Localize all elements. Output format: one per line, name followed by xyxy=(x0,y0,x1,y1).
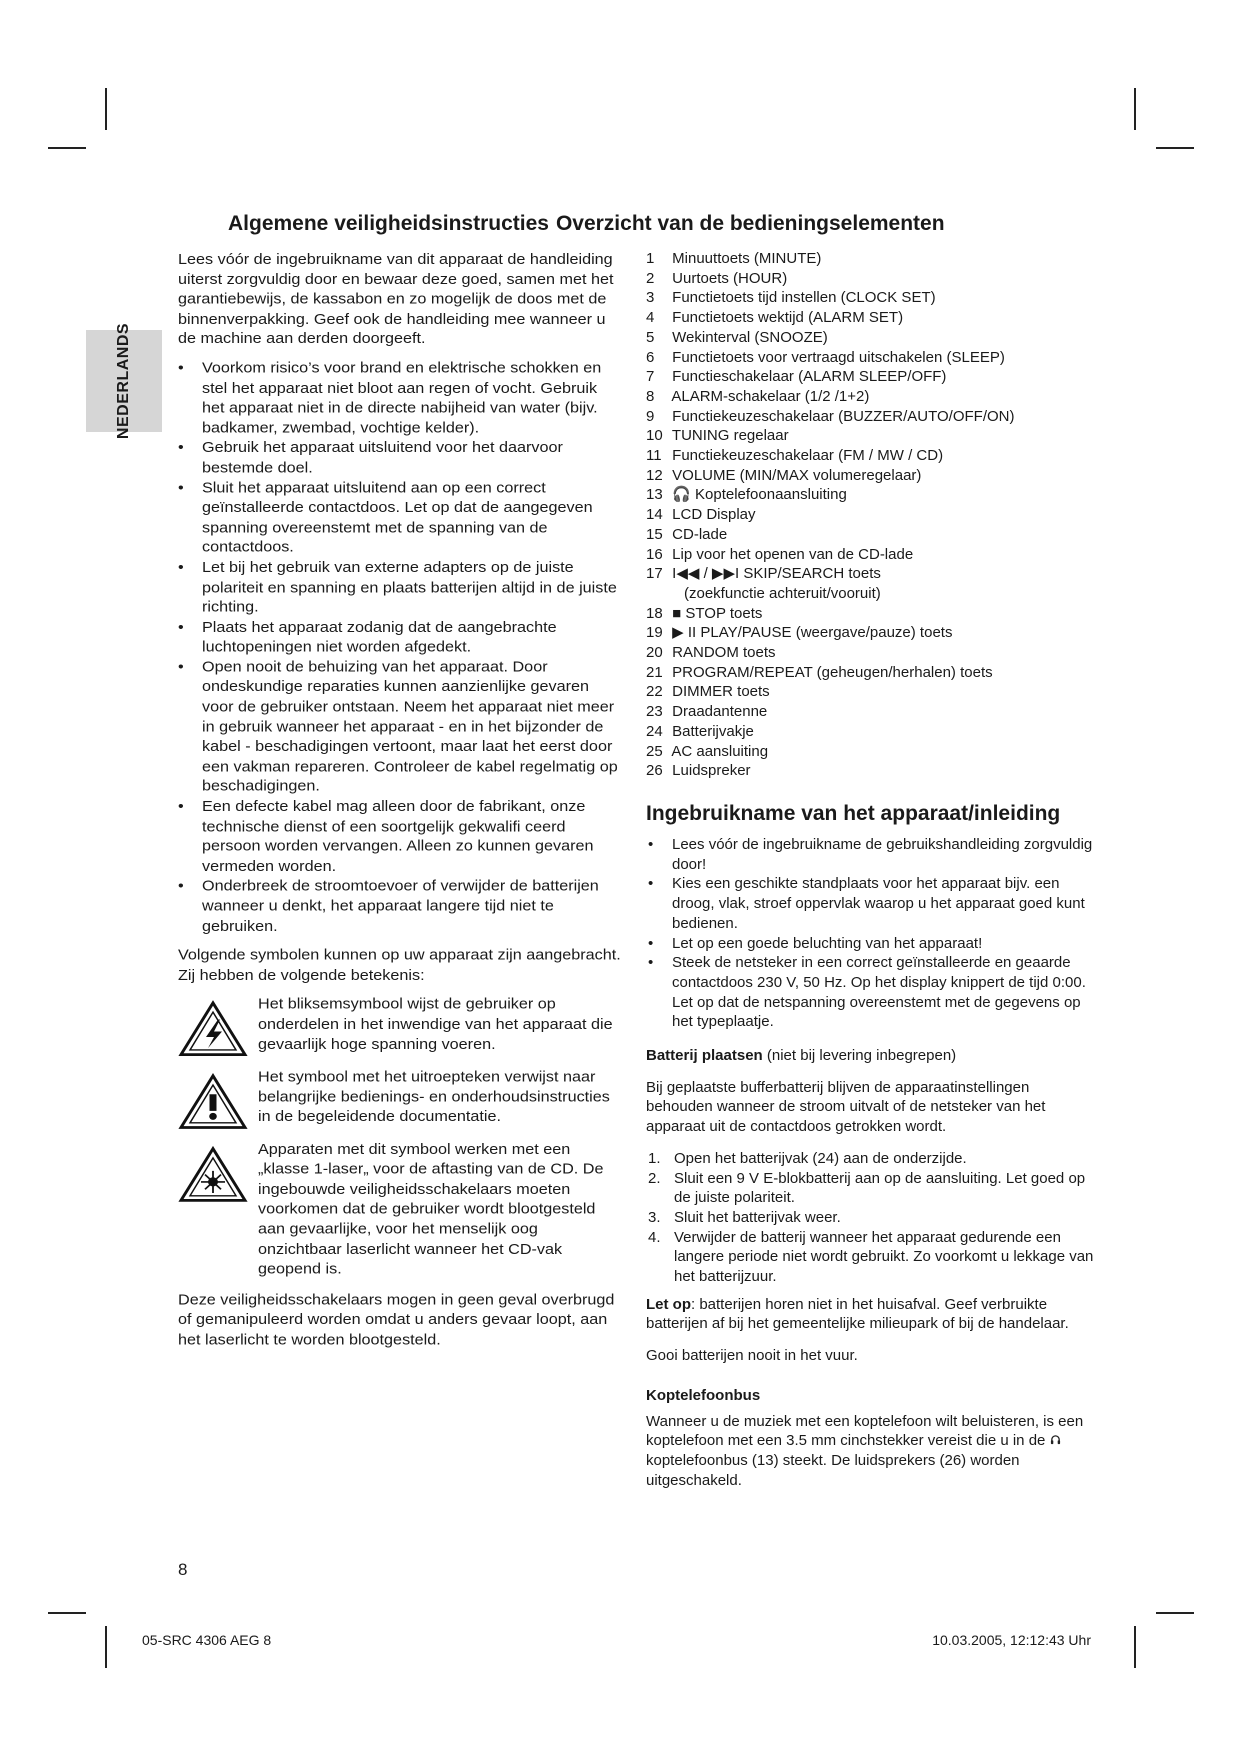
control-number: 5 xyxy=(646,328,655,346)
controls-column xyxy=(646,249,1098,1502)
page-title xyxy=(228,212,945,236)
control-number: 7 xyxy=(646,368,655,386)
control-item xyxy=(646,308,1098,328)
control-item xyxy=(646,663,1098,683)
note-text: : batterijen horen niet in het huisafval. Geef verbruikte batterijen af bij het gemeentelijke milieupark of bij de handelaar. xyxy=(646,1295,1069,1333)
crop-mark xyxy=(105,88,107,130)
control-label: ▶ II PLAY/PAUSE (weergave/pauze) toets xyxy=(672,624,953,642)
control-number: 17 xyxy=(646,565,663,583)
step-number: 1. xyxy=(648,1149,661,1167)
headphone-text: Wanneer u de muziek met een koptelefoon wilt beluisteren, is een koptelefoon met een 3.5 mm cinchstekker vereist die u in de xyxy=(646,1412,1084,1450)
crop-mark xyxy=(105,1626,107,1668)
control-number: 11 xyxy=(646,447,662,465)
control-item xyxy=(646,702,1098,722)
control-item xyxy=(646,505,1098,525)
safety-column xyxy=(178,250,624,1360)
control-number: 18 xyxy=(646,604,663,622)
control-item xyxy=(646,348,1098,368)
control-number: 8 xyxy=(646,387,655,405)
control-label: ALARM-schakelaar (1/2 /1+2) xyxy=(671,387,870,405)
control-number: 2 xyxy=(646,269,655,287)
control-item xyxy=(646,466,1098,486)
headphone-text: koptelefoonbus (13) steekt. De luidsprekers (26) worden uitgeschakeld. xyxy=(646,1451,1020,1489)
control-item xyxy=(646,446,1098,466)
headphone-heading: Koptelefoonbus xyxy=(646,1386,761,1404)
step-number: 3. xyxy=(648,1208,661,1226)
safety-item: • Let bij het gebruik van externe adapters op de juiste polariteit en spanning en plaats batterijen altijd in de juiste richting. xyxy=(178,558,624,618)
setup-item: • Let op een goede beluchting van het apparaat! xyxy=(646,934,1098,954)
exclamation-warning-icon xyxy=(178,1067,258,1136)
control-label: Functiekeuzeschakelaar (FM / MW / CD) xyxy=(672,447,944,465)
safety-item: • Voorkom risico’s voor brand en elektrische schokken en stel het apparaat niet bloot aan regen of vocht. Gebruik het apparaat niet in de directe nabijheid van water (bijv. badkamer, zwembad, vochtige kelder). xyxy=(178,359,624,439)
crop-mark xyxy=(1134,88,1136,130)
control-item xyxy=(646,623,1098,643)
control-item xyxy=(646,269,1098,289)
control-item xyxy=(646,604,1098,624)
control-label: Functiekeuzeschakelaar (BUZZER/AUTO/OFF/ON) xyxy=(672,407,1015,425)
page-number: 8 xyxy=(178,1560,188,1579)
control-item xyxy=(646,328,1098,348)
title-right: Overzicht van de bedieningselementen xyxy=(555,212,945,235)
control-item xyxy=(646,525,1098,545)
control-number: 25 xyxy=(646,742,663,760)
control-item xyxy=(646,407,1098,427)
control-item xyxy=(646,545,1098,565)
setup-item: • Lees vóór de ingebruikname de gebruikshandleiding zorgvuldig door! xyxy=(646,835,1098,874)
crop-mark xyxy=(1156,147,1194,149)
crop-mark xyxy=(1156,1612,1194,1614)
control-label: ■ STOP toets xyxy=(672,604,763,622)
control-label: Uurtoets (HOUR) xyxy=(672,269,788,287)
control-number: 12 xyxy=(646,466,663,484)
control-item xyxy=(646,426,1098,446)
crop-mark xyxy=(48,147,86,149)
crop-mark xyxy=(1134,1626,1136,1668)
control-item xyxy=(646,485,1098,505)
control-number: 4 xyxy=(646,309,655,327)
safety-item: • Een defecte kabel mag alleen door de fabrikant, onze technische dienst of een soortgelijk gekwalifi ceerd persoon worden vervangen. Alleen zo kunnen gevaren vermeden worden. xyxy=(178,797,624,877)
safety-item: • Plaats het apparaat zodanig dat de aangebrachte luchtopeningen niet worden afgedekt. xyxy=(178,618,624,658)
control-item xyxy=(646,722,1098,742)
control-number: 21 xyxy=(646,663,663,681)
control-item xyxy=(646,761,1098,781)
step-text: Sluit het batterijvak weer. xyxy=(674,1208,841,1226)
control-number: 22 xyxy=(646,683,663,701)
intro-paragraph: Lees vóór de ingebruikname van dit apparaat de handleiding uiterst zorgvuldig door en bewaar deze goed, samen met het garantiebewijs, de kassabon en zo mogelijk de doos met de binnenverpakking. Geef ook de handleiding mee wanneer u de machine aan derden doorgeeft. xyxy=(178,250,614,348)
control-label: CD-lade xyxy=(672,525,728,543)
language-label: NEDERLANDS xyxy=(115,322,132,440)
symbol-row xyxy=(178,1067,624,1136)
control-number: 3 xyxy=(646,289,655,307)
battery-note xyxy=(646,1295,1098,1334)
battery-step xyxy=(646,1228,1098,1287)
battery-heading-note: (niet bij levering inbegrepen) xyxy=(766,1047,957,1065)
lightning-warning-icon xyxy=(178,995,258,1064)
control-item xyxy=(646,564,1098,584)
control-label: 🎧 Koptelefoonaansluiting xyxy=(672,486,847,504)
controls-list xyxy=(646,249,1098,781)
safety-list xyxy=(178,359,624,937)
section-heading: Ingebruikname van het apparaat/inleiding xyxy=(646,801,1061,825)
step-number: 2. xyxy=(648,1169,661,1187)
control-label: Batterijvakje xyxy=(672,722,754,740)
control-number: 10 xyxy=(646,427,663,445)
step-text: Open het batterijvak (24) aan de onderzijde. xyxy=(674,1149,967,1167)
step-text: Verwijder de batterij wanneer het apparaat gedurende een langere periode niet wordt gebruikt. Zo voorkomt u lekkage van het batterijzuur. xyxy=(674,1228,1094,1286)
battery-step xyxy=(646,1169,1098,1208)
safety-item: • Onderbreek de stroomtoevoer of verwijder de batterijen wanneer u denkt, het apparaat langere tijd niet te gebruiken. xyxy=(178,877,624,937)
control-item xyxy=(646,249,1098,269)
footer-left: 05-SRC 4306 AEG 8 xyxy=(142,1632,272,1648)
headphone-paragraph xyxy=(646,1412,1098,1491)
symbol-text: Het symbool met het uitroepteken verwijst naar belangrijke bedienings- en onderhoudsinstructies in de begeleidende documentatie. xyxy=(258,1068,610,1125)
control-label: LCD Display xyxy=(672,506,756,524)
control-number: 19 xyxy=(646,624,663,642)
symbol-row xyxy=(178,995,624,1064)
control-number: 15 xyxy=(646,525,663,543)
safety-item: • Sluit het apparaat uitsluitend aan op een correct geïnstalleerde contactdoos. Let op dat de aangegeven spanning overeenstemt met de spanning van de contactdoos. xyxy=(178,478,624,558)
crop-mark xyxy=(48,1612,86,1614)
battery-step xyxy=(646,1208,1098,1228)
control-item xyxy=(646,367,1098,387)
control-label: Luidspreker xyxy=(672,762,751,780)
control-label: I◀◀ / ▶▶I SKIP/SEARCH toets xyxy=(672,565,881,583)
battery-heading: Batterij plaatsen xyxy=(646,1047,763,1065)
battery-steps xyxy=(646,1149,1098,1287)
control-label: Functietoets tijd instellen (CLOCK SET) xyxy=(672,289,936,307)
control-number: 13 xyxy=(646,486,663,504)
symbols-intro: Volgende symbolen kunnen op uw apparaat zijn aangebracht. Zij hebben de volgende betekenis: xyxy=(178,946,621,984)
control-item xyxy=(646,584,1098,604)
symbol-text: Het bliksemsymbool wijst de gebruiker op onderdelen in het inwendige van het apparaat die gevaarlijk hoge spanning voeren. xyxy=(258,995,613,1053)
control-label: AC aansluiting xyxy=(671,742,769,760)
language-tab xyxy=(86,322,162,440)
control-label: Lip voor het openen van de CD-lade xyxy=(672,545,914,563)
step-text: Sluit een 9 V E-blokbatterij aan op de aansluiting. Let goed op de juiste polariteit. xyxy=(674,1169,1086,1207)
control-item xyxy=(646,643,1098,663)
safety-item: • Open nooit de behuizing van het apparaat. Door ondeskundige reparaties kunnen aanzienlijke gevaren voor de gebruiker ontstaan. Neem het apparaat niet meer in gebruik wanneer het apparaat - en in het bijzonder de kabel - beschadigingen vertoont, maar laat het eerst door een vakman repareren. Controleer de kabel regelmatig op beschadigingen. xyxy=(178,658,624,797)
symbol-text: Apparaten met dit symbool werken met een „klasse 1-laser„ voor de aftasting van de CD. De ingebouwde veiligheidsschakelaars moeten voorkomen dat de gebruiker wordt blootgesteld aan gevaarlijke, voor het menselijk oog onzichtbaar laserlicht wanneer het CD-vak geopend is. xyxy=(258,1140,604,1278)
title-left: Algemene veiligheidsinstructies xyxy=(228,212,549,235)
closing-paragraph: Deze veiligheidsschakelaars mogen in geen geval overbrugd of gemanipuleerd worden omdat u anders gevaar loopt, aan het laserlicht te worden blootgesteld. xyxy=(178,1291,615,1348)
control-number: 26 xyxy=(646,762,663,780)
control-label: Functieschakelaar (ALARM SLEEP/OFF) xyxy=(672,368,947,386)
control-number: 6 xyxy=(646,348,655,366)
setup-item: • Steek de netsteker in een correct geïnstalleerde en geaarde contactdoos 230 V, 50 Hz. Op het display knippert de tijd 0:00. Let op dat de netspanning overeenstemt met de gegevens op het typeplaatje. xyxy=(646,953,1098,1032)
control-label: TUNING regelaar xyxy=(671,427,789,445)
control-number: 1 xyxy=(646,250,655,267)
control-number: 9 xyxy=(646,407,655,425)
control-item xyxy=(646,742,1098,762)
control-label: Draadantenne xyxy=(672,703,768,721)
control-label: DIMMER toets xyxy=(672,683,770,701)
control-label: Functietoets wektijd (ALARM SET) xyxy=(672,309,904,327)
battery-intro: Bij geplaatste bufferbatterij blijven de apparaatinstellingen behouden wanneer de stroom uitvalt of de netsteker van het apparaat uit de contactdoos getrokken wordt. xyxy=(646,1078,1046,1136)
control-item xyxy=(646,387,1098,407)
control-number: 20 xyxy=(646,644,663,662)
control-label: VOLUME (MIN/MAX volumeregelaar) xyxy=(672,466,922,484)
control-number: 24 xyxy=(646,722,663,740)
control-label: (zoekfunctie achteruit/vooruit) xyxy=(684,584,881,602)
safety-item: • Gebruik het apparaat uitsluitend voor het daarvoor bestemde doel. xyxy=(178,439,624,479)
headphone-icon xyxy=(1050,1432,1061,1449)
control-label: PROGRAM/REPEAT (geheugen/herhalen) toets xyxy=(672,663,993,681)
setup-list xyxy=(646,835,1098,1032)
control-item xyxy=(646,288,1098,308)
step-number: 4. xyxy=(648,1228,661,1246)
control-number: 23 xyxy=(646,703,663,721)
note-label: Let op xyxy=(646,1295,691,1313)
setup-item: • Kies een geschikte standplaats voor het apparaat bijv. een droog, vlak, stroef oppervlak waarop u het apparaat goed kunt bedienen. xyxy=(646,874,1098,933)
control-label: Minuuttoets (MINUTE) xyxy=(672,250,822,267)
battery-heading-line xyxy=(646,1046,1098,1066)
fire-warning: Gooi batterijen nooit in het vuur. xyxy=(646,1347,858,1365)
control-item xyxy=(646,682,1098,702)
battery-step xyxy=(646,1149,1098,1169)
control-number: 14 xyxy=(646,506,663,524)
laser-warning-icon xyxy=(178,1140,258,1279)
control-label: Functietoets voor vertraagd uitschakelen (SLEEP) xyxy=(672,348,1005,366)
control-label: Wekinterval (SNOOZE) xyxy=(672,328,828,346)
control-number: 16 xyxy=(646,545,663,563)
footer-right: 10.03.2005, 12:12:43 Uhr xyxy=(932,1632,1091,1648)
control-label: RANDOM toets xyxy=(672,644,776,662)
symbol-row xyxy=(178,1140,624,1279)
